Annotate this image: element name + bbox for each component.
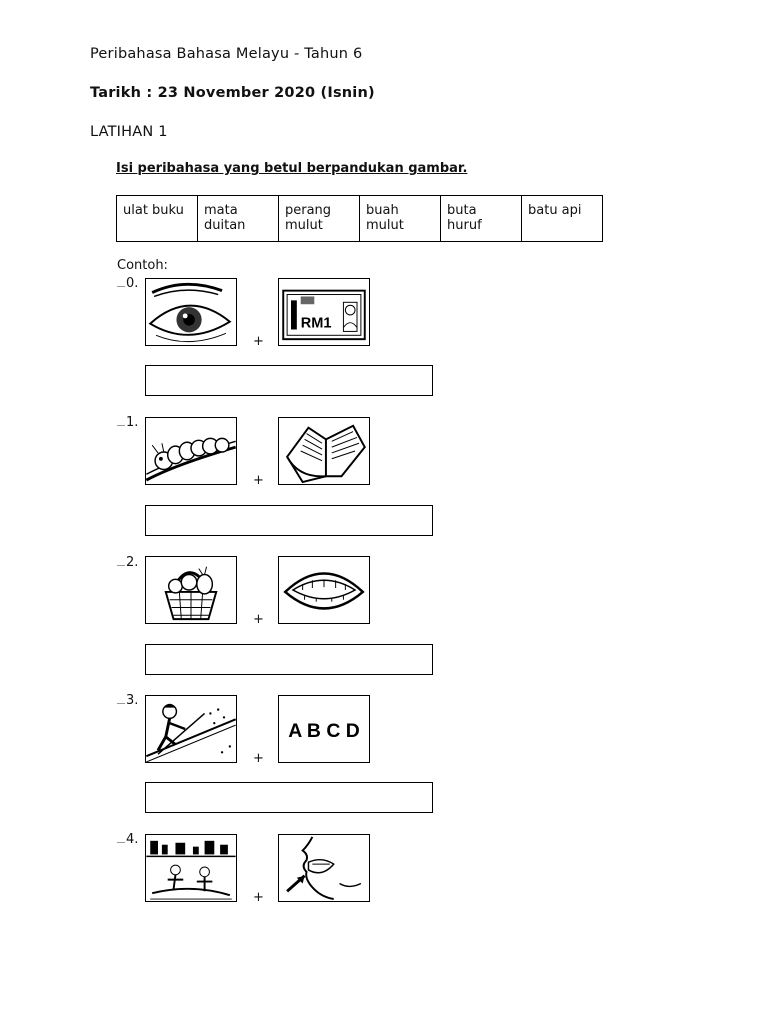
mouth-icon	[278, 556, 370, 624]
worksheet-title: Peribahasa Bahasa Melayu - Tahun 6	[90, 46, 363, 62]
question-number: 2.	[117, 555, 138, 570]
word-bank-cell: mata duitan	[198, 196, 279, 242]
question-number: 3.	[117, 693, 138, 708]
banknote-label: RM1	[300, 315, 332, 332]
eye-icon	[145, 278, 237, 346]
banknote-icon	[278, 278, 370, 346]
caterpillar-icon	[145, 417, 237, 485]
plus-sign: +	[253, 473, 264, 488]
instruction: Isi peribahasa yang betul berpandukan gambar.	[116, 161, 468, 176]
word-bank-cell: batu api	[522, 196, 603, 242]
plus-sign: +	[253, 334, 264, 349]
plus-sign: +	[253, 612, 264, 627]
question-number: 1.	[117, 415, 138, 430]
open-book-icon	[278, 417, 370, 485]
question-number: 4.	[117, 832, 138, 847]
plus-sign: +	[253, 890, 264, 905]
answer-box[interactable]	[145, 505, 433, 536]
talking-mouth-icon	[278, 834, 370, 902]
answer-box[interactable]	[145, 365, 433, 396]
word-bank-cell: ulat buku	[117, 196, 198, 242]
fruit-basket-icon	[145, 556, 237, 624]
worksheet-date: Tarikh : 23 November 2020 (Isnin)	[90, 85, 375, 101]
word-bank-cell: buah mulut	[360, 196, 441, 242]
blind-man-icon	[145, 695, 237, 763]
question-number: 0.	[117, 276, 138, 291]
section-title: LATIHAN 1	[90, 124, 168, 140]
word-bank-cell: perang mulut	[279, 196, 360, 242]
letters-icon	[278, 695, 370, 763]
plus-sign: +	[253, 751, 264, 766]
answer-box[interactable]	[145, 782, 433, 813]
letters-label: A B C D	[288, 719, 360, 742]
word-bank-table	[116, 195, 603, 242]
crowd-scene-icon	[145, 834, 237, 902]
word-bank-cell: buta huruf	[441, 196, 522, 242]
answer-box[interactable]	[145, 644, 433, 675]
example-label: Contoh:	[117, 258, 168, 273]
